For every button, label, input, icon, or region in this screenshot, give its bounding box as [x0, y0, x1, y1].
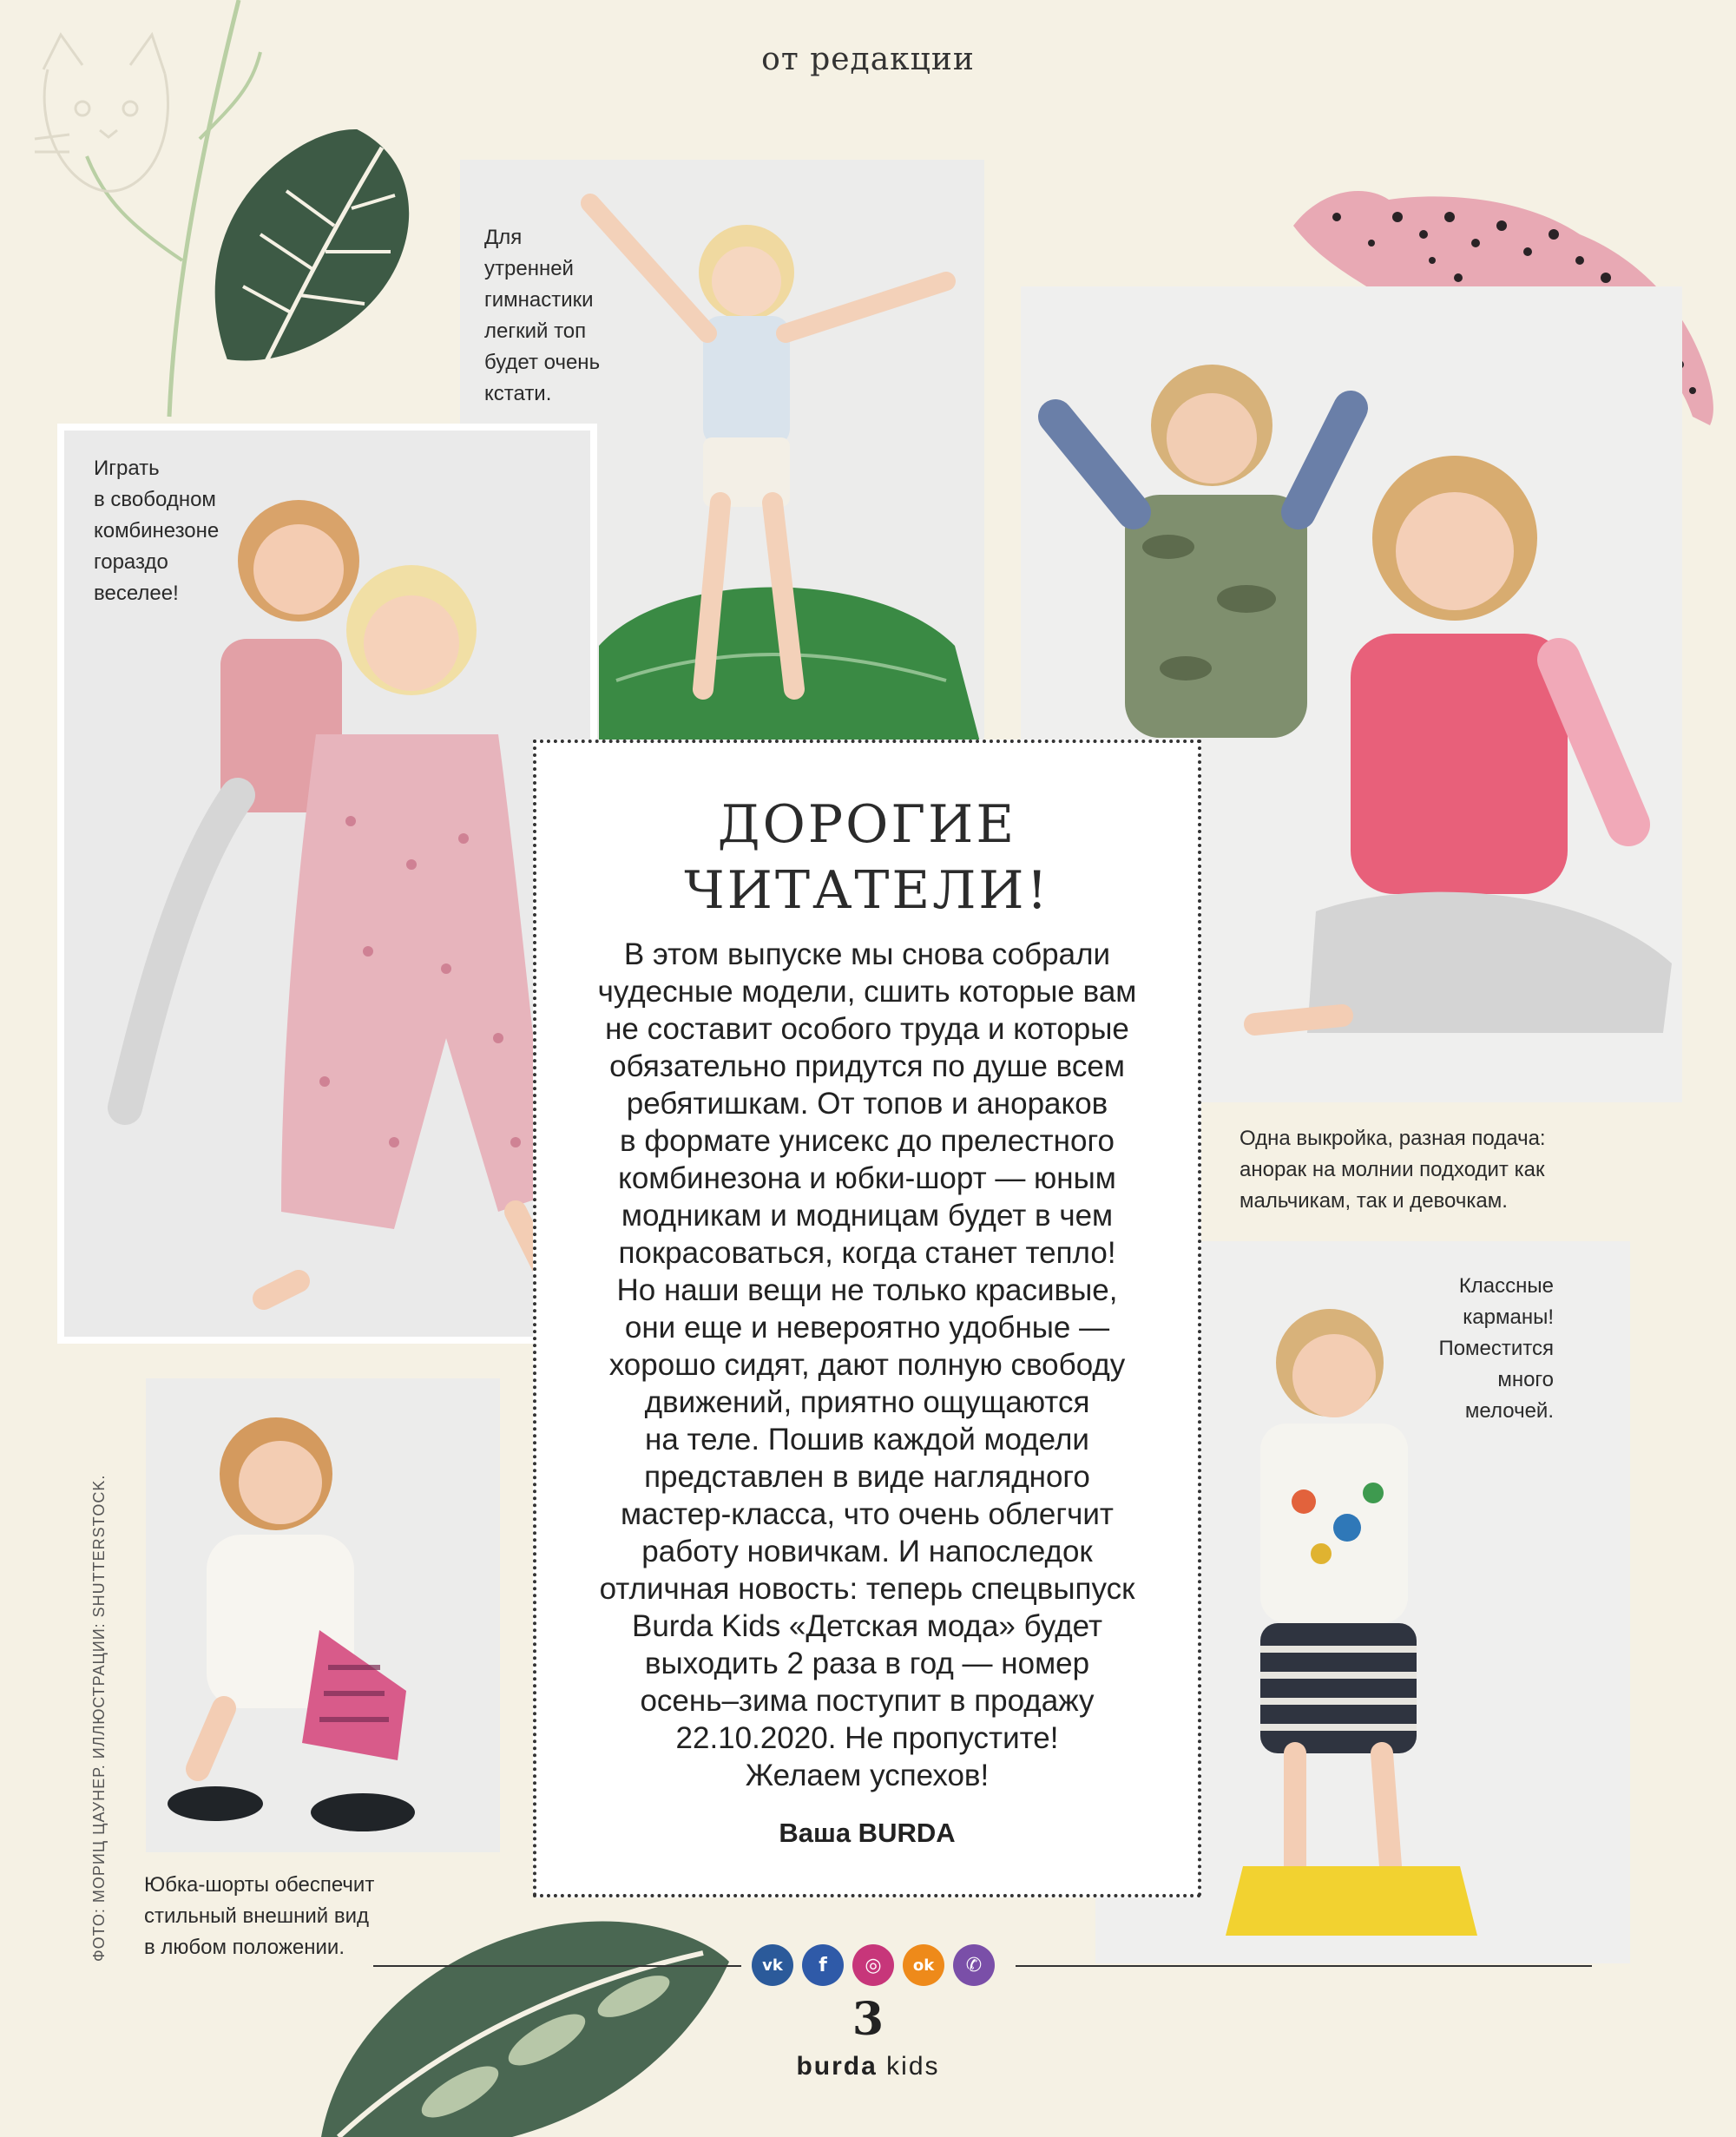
viber-icon[interactable]: ✆: [953, 1944, 995, 1986]
footer-rule-left: [373, 1965, 741, 1967]
social-links: [752, 1944, 1012, 1986]
section-title: от редакции: [761, 42, 975, 77]
odnoklassniki-icon[interactable]: ok: [903, 1944, 944, 1986]
page-number: 3: [852, 1993, 884, 2046]
caption-skort: Юбка-шорты обеспечит стильный внешний вид в любом положении.: [144, 1873, 375, 1959]
photo-credit: ФОТО: МОРИЦ ЦАУНЕР. ИЛЛЮСТРАЦИИ: SHUTTERSTOCK.: [90, 1474, 108, 1962]
monstera-leaf-illustration: [208, 113, 417, 391]
caption-gym-top: Для утренней гимнастики легкий топ будет очень кстати.: [484, 226, 601, 405]
caption-pockets: Классные карманы! Поместится много мелочей.: [1438, 1274, 1554, 1423]
photo-girl-skort: [146, 1378, 500, 1852]
instagram-icon[interactable]: ◎: [852, 1944, 894, 1986]
letter-signature: Ваша BURDA: [779, 1818, 956, 1848]
brand-bold: burda: [796, 2052, 878, 2081]
footer-rule-right: [1016, 1965, 1592, 1967]
letter-title: ДОРОГИЕ ЧИТАТЕЛИ!: [684, 794, 1050, 921]
caption-jumpsuit: Играть в свободном комбинезоне гораздо веселее!: [94, 457, 220, 605]
vk-icon[interactable]: vk: [752, 1944, 793, 1986]
facebook-icon[interactable]: f: [802, 1944, 844, 1986]
letter-body: В этом выпуске мы снова собрали чудесные модели, сшить которые вам не составит особого труда и которые обязательно придутся по душе всем ребятишкам. От топов и анораков в формате унисекс до прелестного комбинезона и юбки-шорт — юным модникам и модницам будет в чем покрасоваться, когда станет тепло! Но наши вещи не только красивые, они еще и невероятно удобные — хорошо сидят, дают полную свободу движений, приятно ощущаются на теле. Пошив каждой модели представлен в виде наглядного мастер-класса, что очень облегчит работу новичкам. И напоследок отличная новость: теперь спецвыпуск Burda Kids «Детская мода» будет выходить 2 раза в год — номер осень–зима поступит в продажу 22.10.2020. Не пропустите! Желаем успехов!: [597, 937, 1137, 1792]
caption-anorak: Одна выкройка, разная подача: анорак на молнии подходит как мальчикам, так и девочкам.: [1240, 1127, 1546, 1213]
brand-light: kids: [886, 2052, 940, 2081]
brand-logo: [0, 2052, 1736, 2081]
